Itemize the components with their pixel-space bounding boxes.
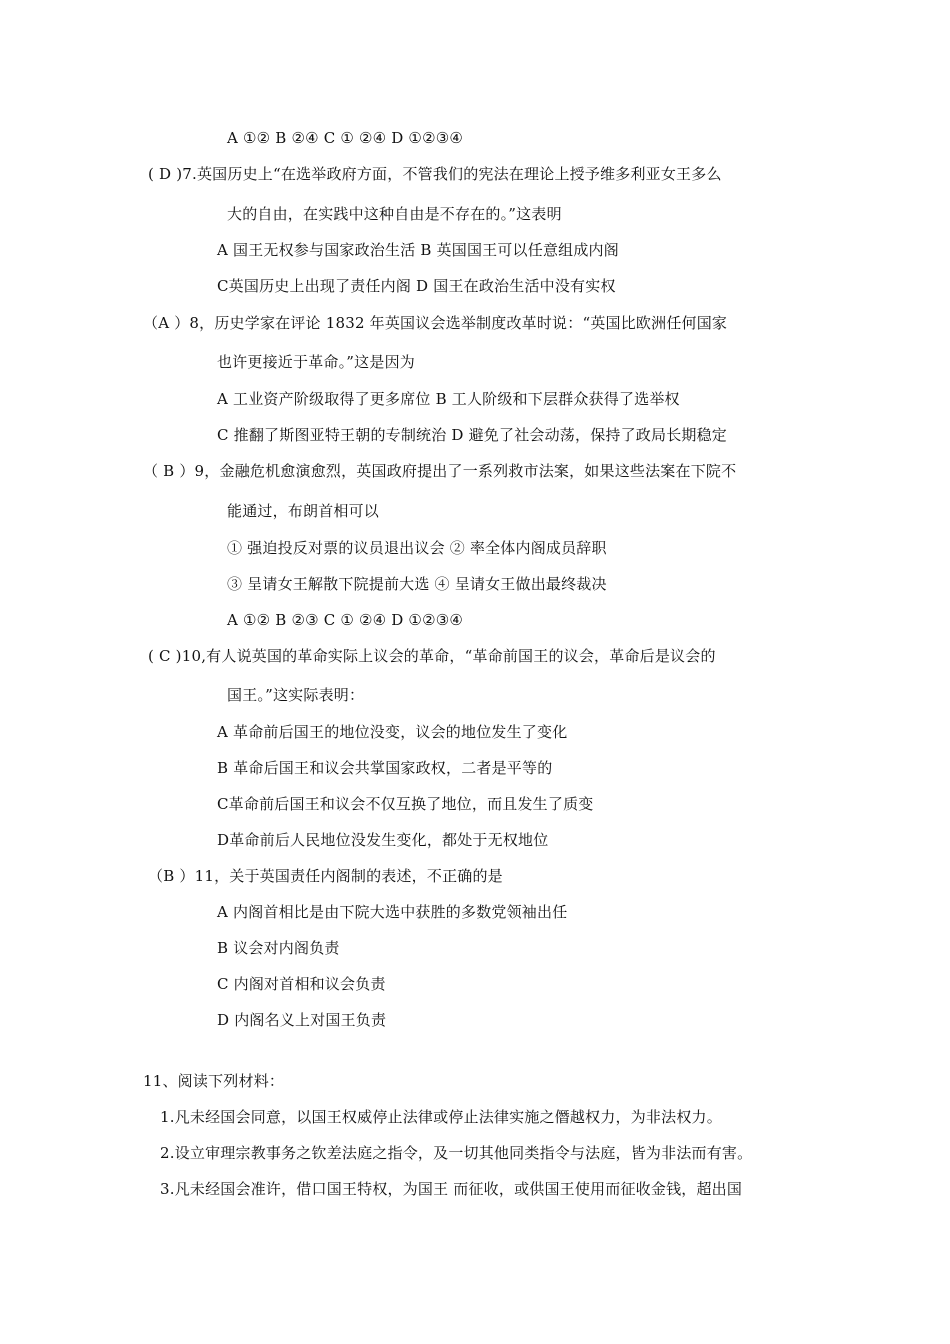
q8-option-cd: C 推翻了斯图亚特王朝的专制统治 D 避免了社会动荡，保持了政局长期稳定 — [217, 426, 728, 444]
q10-option-c: C革命前后国王和议会不仅互换了地位，而且发生了质变 — [217, 795, 594, 813]
q9-choices-34: ③ 呈请女王解散下院提前大选 ④ 呈请女王做出最终裁决 — [227, 575, 607, 593]
q10-option-a: A 革命前后国王的地位没变，议会的地位发生了变化 — [217, 723, 568, 741]
q8-stem: （A ）8，历史学家在评论 1832 年英国议会选举制度改革时说：“英国比欧洲任何国家 — [143, 314, 728, 332]
q10-option-d: D革命前后人民地位没发生变化，都处于无权地位 — [217, 831, 549, 849]
q10-stem-cont: 国王。”这实际表明： — [227, 686, 365, 704]
q9-stem: （ B ）9，金融危机愈演愈烈，英国政府提出了一系列救市法案，如果这些法案在下院不 — [143, 462, 737, 480]
q9-choices-12: ① 强迫投反对票的议员退出议会 ② 率全体内阁成员辞职 — [227, 539, 607, 557]
q7-stem-cont: 大的自由，在实践中这种自由是不存在的。”这表明 — [227, 205, 562, 223]
material-item-3: 3.凡未经国会准许，借口国王特权，为国王 而征收，或供国王使用而征收金钱，超出国 — [160, 1180, 743, 1198]
q6-options: A ①② B ②④ C ① ②④ D ①②③④ — [227, 129, 464, 147]
q9-options: A ①② B ②③ C ① ②④ D ①②③④ — [227, 611, 464, 629]
q11-option-d: D 内阁名义上对国王负责 — [217, 1011, 387, 1029]
q11-option-c: C 内阁对首相和议会负责 — [217, 975, 386, 993]
q9-stem-cont: 能通过，布朗首相可以 — [227, 502, 380, 520]
material-item-2: 2.设立审理宗教事务之钦差法庭之指令，及一切其他同类指令与法庭，皆为非法而有害。 — [160, 1144, 753, 1162]
q10-stem: ( C )10,有人说英国的革命实际上议会的革命，“革命前国王的议会，革命后是议会的 — [148, 647, 716, 665]
material-item-1: 1.凡未经国会同意，以国王权威停止法律或停止法律实施之僭越权力，为非法权力。 — [160, 1108, 722, 1126]
q7-stem: ( D )7.英国历史上“在选举政府方面，不管我们的宪法在理论上授予维多利亚女王多么 — [148, 165, 722, 183]
q11-option-b: B 议会对内阁负责 — [217, 939, 340, 957]
q11-stem: （B ）11，关于英国责任内阁制的表述，不正确的是 — [148, 867, 503, 885]
q8-stem-cont: 也许更接近于革命。”这是因为 — [217, 353, 415, 371]
reading-heading: 11、阅读下列材料： — [143, 1072, 285, 1090]
q8-option-ab: A 工业资产阶级取得了更多席位 B 工人阶级和下层群众获得了选举权 — [217, 390, 680, 408]
q11-option-a: A 内阁首相比是由下院大选中获胜的多数党领袖出任 — [217, 903, 568, 921]
q7-option-cd: C英国历史上出现了责任内阁 D 国王在政治生活中没有实权 — [217, 277, 616, 295]
q7-option-ab: A 国王无权参与国家政治生活 B 英国国王可以任意组成内阁 — [217, 241, 619, 259]
q10-option-b: B 革命后国王和议会共掌国家政权，二者是平等的 — [217, 759, 553, 777]
